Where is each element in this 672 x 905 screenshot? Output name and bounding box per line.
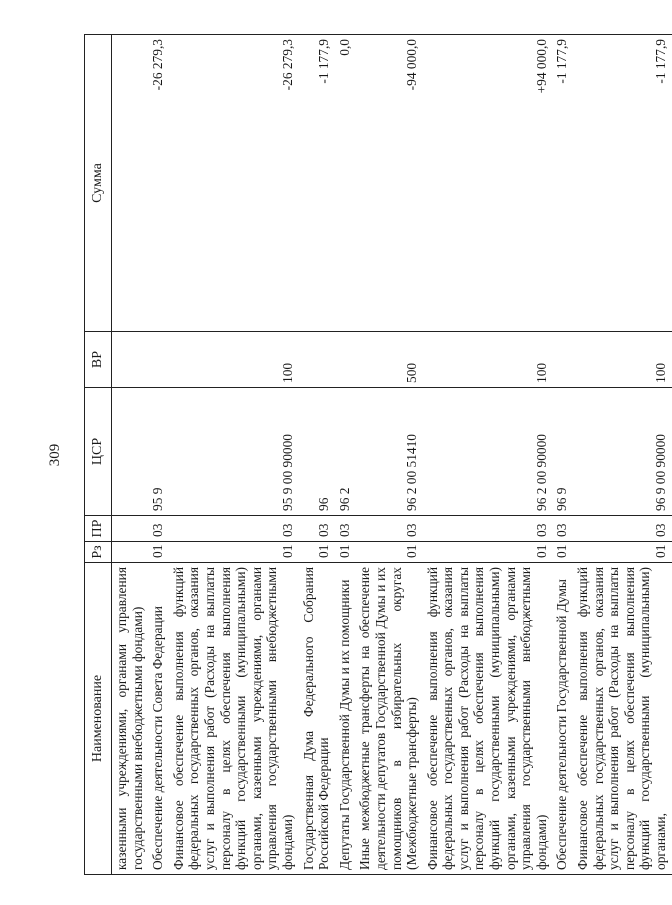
cell-name: Финансовое обеспечение выполнения функций федеральных государственных органов, оказания услуг и выполнения работ (Расходы на выплаты персоналу в целях обеспечения выполнения функций государственными (муниципальными) органами, казенными учреждениями, органами управления государственными внебюджетными фондами) (169, 563, 299, 875)
cell-csr (112, 388, 149, 516)
cell-vr (148, 332, 169, 388)
cell-csr: 96 (299, 388, 335, 516)
cell-vr: 100 (423, 332, 553, 388)
cell-rz: 01 (573, 542, 672, 563)
cell-pr (112, 516, 149, 542)
page-number: 309 (47, 443, 63, 467)
table-row (552, 35, 573, 875)
cell-rz: 01 (423, 542, 553, 563)
table-row (423, 35, 553, 875)
table-header-row (85, 35, 112, 875)
cell-vr: 100 (169, 332, 299, 388)
cell-vr (299, 332, 335, 388)
cell-pr: 03 (423, 516, 553, 542)
column-header-sum: Сумма (85, 35, 112, 332)
cell-sum: -26 279,3 (148, 35, 169, 332)
cell-sum: -26 279,3 (169, 35, 299, 332)
cell-vr (112, 332, 149, 388)
cell-name: Государственная Дума Федерального Собрания Российской Федерации (299, 563, 335, 875)
cell-sum: -1 177,9 (552, 35, 573, 332)
cell-pr: 03 (552, 516, 573, 542)
cell-vr: 500 (355, 332, 422, 388)
cell-pr: 03 (335, 516, 356, 542)
cell-rz: 01 (355, 542, 422, 563)
cell-name: Финансовое обеспечение выполнения функций федеральных государственных органов, оказания услуг и выполнения работ (Расходы на выплаты персоналу в целях обеспечения выполнения функций государственными (муниципальными) органами, (573, 563, 672, 875)
column-header-vr: ВР (85, 332, 112, 388)
cell-pr: 03 (169, 516, 299, 542)
cell-csr: 96 9 (552, 388, 573, 516)
cell-pr: 03 (299, 516, 335, 542)
cell-name: Иные межбюджетные трансферты на обеспечение деятельности депутатов Государственной Думы и их помощников в избирательных округах (Межбюджетные трансферты) (355, 563, 422, 875)
cell-pr: 03 (355, 516, 422, 542)
budget-table (84, 34, 672, 875)
table-row (335, 35, 356, 875)
cell-csr: 95 9 00 90000 (169, 388, 299, 516)
cell-rz: 01 (552, 542, 573, 563)
cell-rz: 01 (148, 542, 169, 563)
cell-name: Обеспечение деятельности Государственной Думы (552, 563, 573, 875)
document-page (47, 35, 668, 875)
cell-csr: 96 9 00 90000 (573, 388, 672, 516)
table-row (169, 35, 299, 875)
column-header-name: Наименование (85, 563, 112, 875)
cell-pr: 03 (148, 516, 169, 542)
table-row (299, 35, 335, 875)
cell-sum: -94 000,0 (355, 35, 422, 332)
cell-sum: -1 177,9 (299, 35, 335, 332)
cell-rz: 01 (169, 542, 299, 563)
cell-rz: 01 (335, 542, 356, 563)
cell-name: Обеспечение деятельности Совета Федерации (148, 563, 169, 875)
column-header-pr: ПР (85, 516, 112, 542)
cell-csr: 96 2 (335, 388, 356, 516)
column-header-rz: Рз (85, 542, 112, 563)
cell-name: Финансовое обеспечение выполнения функций федеральных государственных органов, оказания услуг и выполнения работ (Расходы на выплаты персоналу в целях обеспечения выполнения функций государственными (муниципальными) органами, казенными учреждениями, органами управления государственными внебюджетными фондами) (423, 563, 553, 875)
cell-name: Депутаты Государственной Думы и их помощники (335, 563, 356, 875)
cell-csr: 96 2 00 90000 (423, 388, 553, 516)
table-row (112, 35, 149, 875)
cell-sum: 0,0 (335, 35, 356, 332)
cell-vr: 100 (573, 332, 672, 388)
cell-name: казенными учреждениями, органами управления государственными внебюджетными фондами) (112, 563, 149, 875)
table-row (355, 35, 422, 875)
cell-rz: 01 (299, 542, 335, 563)
cell-sum: +94 000,0 (423, 35, 553, 332)
column-header-csr: ЦСР (85, 388, 112, 516)
cell-sum (112, 35, 149, 332)
cell-sum: -1 177,9 (573, 35, 672, 332)
cell-csr: 95 9 (148, 388, 169, 516)
cell-pr: 03 (573, 516, 672, 542)
cell-vr (552, 332, 573, 388)
cell-vr (335, 332, 356, 388)
table-row (148, 35, 169, 875)
cell-rz (112, 542, 149, 563)
cell-csr: 96 2 00 51410 (355, 388, 422, 516)
table-row (573, 35, 672, 875)
